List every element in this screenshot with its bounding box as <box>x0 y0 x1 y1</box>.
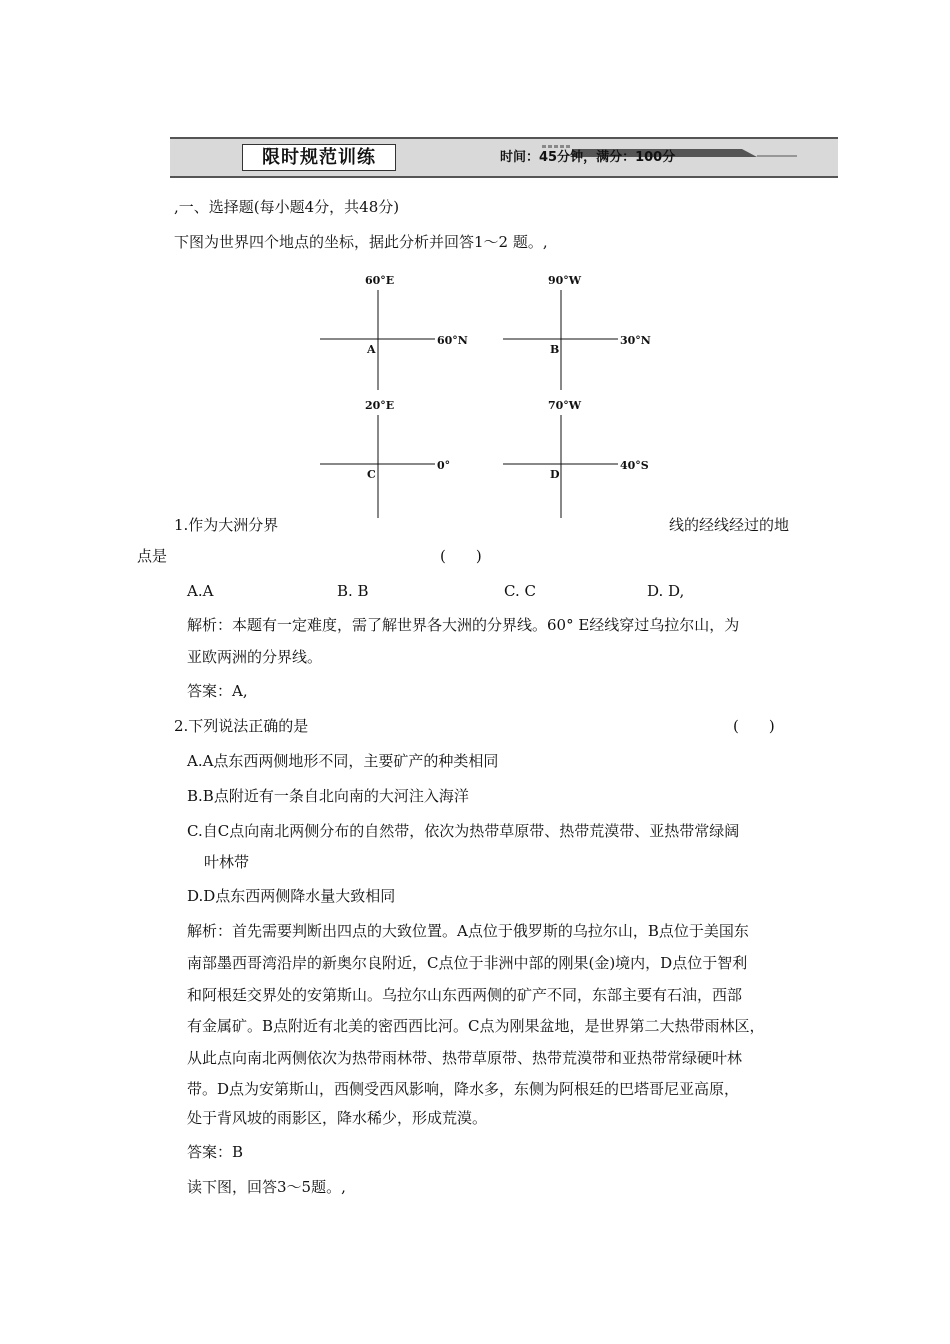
q2-option-b: B.B点附近有一条自北向南的大河注入海洋 <box>187 787 469 805</box>
q2-analysis-line: 处于背风坡的雨影区，降水稀少，形成荒漠。 <box>187 1109 488 1127</box>
q1-stem-line2: 点是 <box>137 547 168 565</box>
q2-analysis-line: 南部墨西哥湾沿岸的新奥尔良附近，C点位于非洲中部的刚果(金)境内，D点位于智利 <box>187 954 748 972</box>
q1-analysis-line2: 亚欧两洲的分界线。 <box>187 648 323 666</box>
q1-paren: ( ) <box>440 547 482 565</box>
q1-stem-start: 1.作为大洲分界 <box>174 516 279 534</box>
header-banner <box>170 137 838 178</box>
q2-analysis-line: 有金属矿。B点附近有北美的密西西比河。C点为刚果盆地，是世界第二大热带雨林区， <box>187 1017 765 1035</box>
q2-stem: 2.下列说法正确的是 <box>174 717 309 735</box>
point-c-label: C <box>367 468 376 481</box>
point-b-label: B <box>550 343 560 356</box>
q2-analysis-line: 解析：首先需要判断出四点的大致位置。A点位于俄罗斯的乌拉尔山，B点位于美国东 <box>187 922 749 940</box>
q2-analysis-line: 从此点向南北两侧依次为热带雨林带、热带草原带、热带荒漠带和亚热带常绿硬叶林 <box>187 1049 743 1067</box>
point-a-lat: 60°N <box>437 334 468 347</box>
q2-option-d: D.D点东西两侧降水量大致相同 <box>187 887 396 905</box>
point-b-diagram <box>503 274 651 390</box>
q2-option-c-line1: C.自C点向南北两侧分布的自然带，依次为热带草原带、热带荒漠带、亚热带常绿阔 <box>187 822 740 840</box>
point-d-label: D <box>550 468 560 481</box>
point-d-diagram <box>503 399 649 518</box>
q1-option-a: A.A <box>187 582 214 600</box>
q1-stem-end: 线的经线经过的地 <box>669 516 790 534</box>
point-a-label: A <box>367 343 376 356</box>
point-a-diagram <box>320 274 468 390</box>
q2-answer: 答案：B <box>187 1143 244 1161</box>
q1-option-d: D. D, <box>647 582 685 600</box>
q1-answer: 答案：A, <box>187 682 248 700</box>
point-c-lon: 20°E <box>365 399 395 412</box>
coordinate-figure <box>310 268 670 523</box>
point-d-lat: 40°S <box>620 459 649 472</box>
banner-title: 限时规范训练 <box>242 144 396 171</box>
point-b-lat: 30°N <box>620 334 651 347</box>
q2-option-c-line2: 叶林带 <box>204 853 250 871</box>
q2-analysis-line: 带。D点为安第斯山，西侧受西风影响，降水多，东侧为阿根廷的巴塔哥尼亚高原， <box>187 1080 740 1098</box>
point-c-lat: 0° <box>437 459 451 472</box>
point-a-lon: 60°E <box>365 274 395 287</box>
q1-option-c: C. C <box>504 582 536 600</box>
q1-option-b: B. B <box>337 582 369 600</box>
point-b-lon: 90°W <box>548 274 582 287</box>
section-title: ,一、选择题(每小题4分，共48分) <box>174 198 400 216</box>
q2-paren: ( ) <box>733 717 775 735</box>
banner-meta: 时间：45分钟，满分：100分 <box>500 150 676 165</box>
point-d-lon: 70°W <box>548 399 582 412</box>
q1-analysis-line1: 解析：本题有一定难度，需了解世界各大洲的分界线。60° E经线穿过乌拉尔山，为 <box>187 616 740 634</box>
q2-analysis-line: 和阿根廷交界处的安第斯山。乌拉尔山东西两侧的矿产不同，东部主要有石油，西部 <box>187 986 743 1004</box>
q2-option-a: A.A点东西两侧地形不同，主要矿产的种类相同 <box>187 752 499 770</box>
point-c-diagram <box>320 399 450 518</box>
intro-text: 下图为世界四个地点的坐标，据此分析并回答1～2 题。, <box>174 233 548 251</box>
next-intro: 读下图，回答3～5题。, <box>187 1178 346 1196</box>
